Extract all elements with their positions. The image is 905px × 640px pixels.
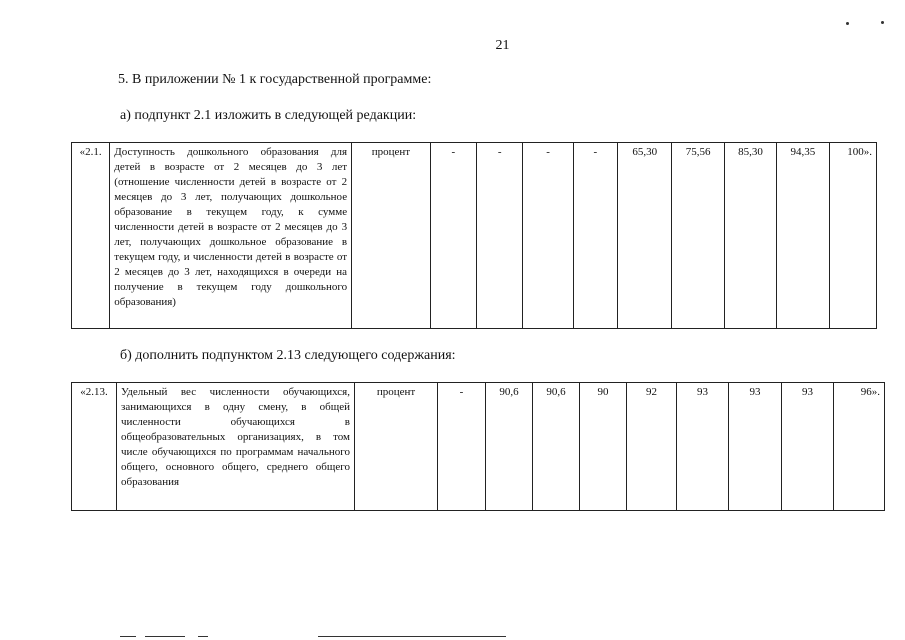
scan-speck	[846, 22, 849, 25]
indicator-table-2-1	[71, 142, 877, 329]
value-cell: 100».	[829, 143, 876, 329]
value-cell: 92	[627, 383, 677, 511]
value-cell: 65,30	[618, 143, 672, 329]
table-row	[72, 383, 885, 511]
scan-line-fragment	[198, 636, 208, 637]
value-cell: 93	[782, 383, 834, 511]
description-cell: Доступность дошкольного образования для детей в возрасте от 2 месяцев до 3 лет (отношение численности детей в возрасте от 2 месяцев до 3 лет, получающих дошкольное образование в текущем году, к сумме численности детей в возрасте от 2 месяцев до 3 лет, получающих дошкольное образование в текущем году, и численности детей в возрасте от 2 месяцев до 3 лет, находящихся в очереди на получение в текущем году дошкольного образования)	[110, 143, 352, 329]
value-cell: 85,30	[724, 143, 776, 329]
value-cell: 96».	[834, 383, 885, 511]
scan-line-fragment	[120, 636, 136, 637]
value-cell: 94,35	[777, 143, 829, 329]
scan-speck	[881, 21, 884, 24]
indicator-table-2-13	[71, 382, 885, 511]
value-cell: 75,56	[672, 143, 724, 329]
value-cell: -	[573, 143, 617, 329]
scan-line-fragment	[318, 636, 506, 637]
value-cell: -	[523, 143, 573, 329]
scan-line-fragment	[145, 636, 185, 637]
page-number: 21	[495, 38, 510, 53]
value-cell: -	[438, 383, 486, 511]
value-cell: 90,6	[533, 383, 580, 511]
value-cell: -	[477, 143, 523, 329]
subparagraph-a: а) подпункт 2.1 изложить в следующей редакции:	[120, 108, 417, 123]
paragraph-5: 5. В приложении № 1 к государственной программе:	[118, 72, 432, 87]
unit-cell: процент	[355, 383, 438, 511]
table-row	[72, 143, 877, 329]
description-cell: Удельный вес численности обучающихся, занимающихся в одну смену, в общей численности обучающихся в общеобразовательных организациях, в том числе обучающихся по программам начального общего, основного общего, среднего общего образования	[117, 383, 355, 511]
value-cell: 93	[729, 383, 782, 511]
item-number-cell: «2.13.	[72, 383, 117, 511]
unit-cell: процент	[352, 143, 431, 329]
value-cell: -	[430, 143, 476, 329]
item-number-cell: «2.1.	[72, 143, 110, 329]
value-cell: 93	[677, 383, 729, 511]
subparagraph-b: б) дополнить подпунктом 2.13 следующего содержания:	[120, 348, 456, 363]
value-cell: 90	[580, 383, 627, 511]
value-cell: 90,6	[486, 383, 533, 511]
